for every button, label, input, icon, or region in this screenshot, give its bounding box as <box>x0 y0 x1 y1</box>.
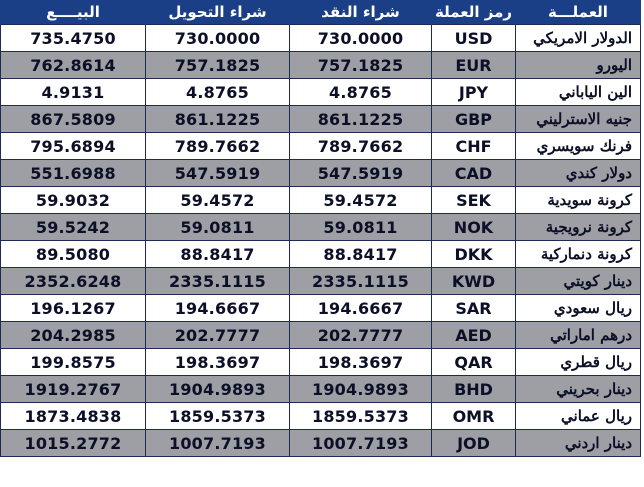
currency-name-cell: الين الياباني <box>516 79 641 106</box>
currency-name-cell: درهم اماراتي <box>516 322 641 349</box>
table-row <box>1 187 641 214</box>
header-currency-code: رمز العملة <box>432 0 516 25</box>
currency-code-cell: CAD <box>432 160 516 187</box>
sell-rate-cell: 196.1267 <box>1 295 146 322</box>
currency-name-cell: فرنك سويسري <box>516 133 641 160</box>
currency-name-cell: ريال سعودي <box>516 295 641 322</box>
transfer-buy-rate-cell: 59.0811 <box>146 214 290 241</box>
currency-name-cell: اليورو <box>516 52 641 79</box>
sell-rate-cell: 551.6988 <box>1 160 146 187</box>
sell-rate-cell: 59.5242 <box>1 214 146 241</box>
cash-buy-rate-cell: 194.6667 <box>290 295 432 322</box>
header-cash-buy: شراء النقد <box>290 0 432 25</box>
transfer-buy-rate-cell: 59.4572 <box>146 187 290 214</box>
transfer-buy-rate-cell: 789.7662 <box>146 133 290 160</box>
currency-code-cell: GBP <box>432 106 516 133</box>
table-row <box>1 133 641 160</box>
currency-code-cell: AED <box>432 322 516 349</box>
header-sell: البيــــع <box>1 0 146 25</box>
cash-buy-rate-cell: 88.8417 <box>290 241 432 268</box>
sell-rate-cell: 2352.6248 <box>1 268 146 295</box>
table-row <box>1 160 641 187</box>
table-row <box>1 25 641 52</box>
sell-rate-cell: 762.8614 <box>1 52 146 79</box>
currency-code-cell: JOD <box>432 430 516 457</box>
transfer-buy-rate-cell: 757.1825 <box>146 52 290 79</box>
currency-code-cell: BHD <box>432 376 516 403</box>
table-row <box>1 349 641 376</box>
currency-name-cell: دينار كويتي <box>516 268 641 295</box>
table-row <box>1 106 641 133</box>
currency-name-cell: دولار كندي <box>516 160 641 187</box>
transfer-buy-rate-cell: 1859.5373 <box>146 403 290 430</box>
currency-name-cell: كرونة نرويجية <box>516 214 641 241</box>
header-currency: العملـــة <box>516 0 641 25</box>
currency-code-cell: OMR <box>432 403 516 430</box>
transfer-buy-rate-cell: 202.7777 <box>146 322 290 349</box>
currency-code-cell: KWD <box>432 268 516 295</box>
cash-buy-rate-cell: 1904.9893 <box>290 376 432 403</box>
currency-code-cell: CHF <box>432 133 516 160</box>
cash-buy-rate-cell: 789.7662 <box>290 133 432 160</box>
cash-buy-rate-cell: 202.7777 <box>290 322 432 349</box>
sell-rate-cell: 59.9032 <box>1 187 146 214</box>
transfer-buy-rate-cell: 2335.1115 <box>146 268 290 295</box>
currency-code-cell: SAR <box>432 295 516 322</box>
transfer-buy-rate-cell: 730.0000 <box>146 25 290 52</box>
currency-name-cell: دينار اردني <box>516 430 641 457</box>
transfer-buy-rate-cell: 4.8765 <box>146 79 290 106</box>
table-row <box>1 322 641 349</box>
table-header <box>1 0 641 25</box>
transfer-buy-rate-cell: 861.1225 <box>146 106 290 133</box>
currency-name-cell: ريال قطري <box>516 349 641 376</box>
cash-buy-rate-cell: 198.3697 <box>290 349 432 376</box>
table-row <box>1 376 641 403</box>
transfer-buy-rate-cell: 547.5919 <box>146 160 290 187</box>
cash-buy-rate-cell: 2335.1115 <box>290 268 432 295</box>
cash-buy-rate-cell: 4.8765 <box>290 79 432 106</box>
sell-rate-cell: 795.6894 <box>1 133 146 160</box>
transfer-buy-rate-cell: 1904.9893 <box>146 376 290 403</box>
currency-name-cell: كرونة دنماركية <box>516 241 641 268</box>
cash-buy-rate-cell: 757.1825 <box>290 52 432 79</box>
sell-rate-cell: 89.5080 <box>1 241 146 268</box>
currency-code-cell: SEK <box>432 187 516 214</box>
transfer-buy-rate-cell: 194.6667 <box>146 295 290 322</box>
table-row <box>1 241 641 268</box>
header-transfer-buy: شراء التحويل <box>146 0 290 25</box>
table-row <box>1 268 641 295</box>
sell-rate-cell: 199.8575 <box>1 349 146 376</box>
currency-name-cell: جنيه الاسترليني <box>516 106 641 133</box>
cash-buy-rate-cell: 1007.7193 <box>290 430 432 457</box>
sell-rate-cell: 204.2985 <box>1 322 146 349</box>
currency-name-cell: الدولار الامريكي <box>516 25 641 52</box>
currency-name-cell: كرونة سويدية <box>516 187 641 214</box>
table-row <box>1 403 641 430</box>
transfer-buy-rate-cell: 1007.7193 <box>146 430 290 457</box>
sell-rate-cell: 1015.2772 <box>1 430 146 457</box>
currency-code-cell: USD <box>432 25 516 52</box>
sell-rate-cell: 1873.4838 <box>1 403 146 430</box>
currency-name-cell: دينار بحريني <box>516 376 641 403</box>
cash-buy-rate-cell: 730.0000 <box>290 25 432 52</box>
header-row <box>1 0 641 25</box>
currency-code-cell: QAR <box>432 349 516 376</box>
table-body <box>1 25 641 457</box>
currency-code-cell: NOK <box>432 214 516 241</box>
transfer-buy-rate-cell: 88.8417 <box>146 241 290 268</box>
cash-buy-rate-cell: 59.0811 <box>290 214 432 241</box>
table-row <box>1 52 641 79</box>
table-row <box>1 295 641 322</box>
cash-buy-rate-cell: 861.1225 <box>290 106 432 133</box>
sell-rate-cell: 867.5809 <box>1 106 146 133</box>
currency-code-cell: EUR <box>432 52 516 79</box>
currency-code-cell: DKK <box>432 241 516 268</box>
table-row <box>1 430 641 457</box>
currency-code-cell: JPY <box>432 79 516 106</box>
table-row <box>1 79 641 106</box>
sell-rate-cell: 735.4750 <box>1 25 146 52</box>
sell-rate-cell: 1919.2767 <box>1 376 146 403</box>
cash-buy-rate-cell: 547.5919 <box>290 160 432 187</box>
sell-rate-cell: 4.9131 <box>1 79 146 106</box>
cash-buy-rate-cell: 1859.5373 <box>290 403 432 430</box>
transfer-buy-rate-cell: 198.3697 <box>146 349 290 376</box>
currency-name-cell: ريال عماني <box>516 403 641 430</box>
cash-buy-rate-cell: 59.4572 <box>290 187 432 214</box>
table-row <box>1 214 641 241</box>
